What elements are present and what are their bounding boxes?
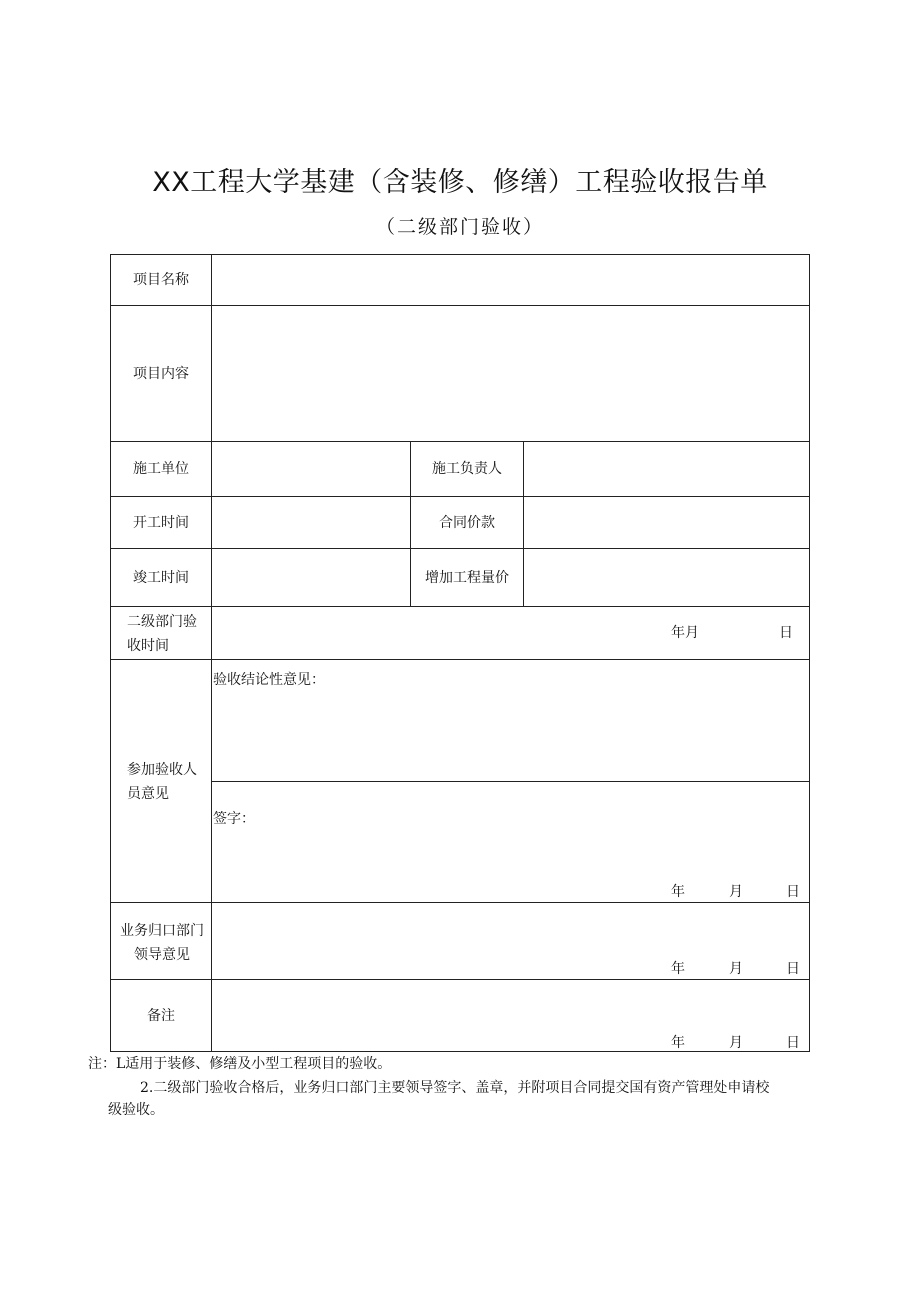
row-divider [111,902,809,903]
conclusion-label: 验收结论性意见： [213,672,325,688]
opinion-divider [211,781,809,782]
acceptance-report-form [110,254,810,1052]
project-name-label: 项目名称 [133,272,189,288]
added-quantity-price-field[interactable] [524,549,809,606]
note-item-1 [88,1053,848,1075]
completion-time-label: 竣工时间 [133,569,189,586]
note-item-1-text: L适用于装修、修缮及小型工程项目的验收。 [116,1056,392,1072]
participants-opinion-label-line1: 参加验收人 [127,762,197,778]
completion-time-field[interactable] [212,549,410,606]
page-subtitle: （二级部门验收） [375,216,544,238]
start-time-label: 开工时间 [133,514,189,531]
participants-opinion-label-line2: 员意见 [127,786,169,802]
project-content-field[interactable] [212,306,809,441]
construction-unit-field[interactable] [212,442,410,496]
business-leader-year: 年 [671,961,685,977]
note-item-2-line2: 级验收。 [108,1102,164,1118]
business-leader-label-line2: 领导意见 [134,947,190,963]
contract-price-label: 合同价款 [439,514,495,531]
dept-acceptance-time-label [127,610,211,658]
notes-section [88,1053,848,1121]
dept-acceptance-date-year-month[interactable]: 年月 [671,625,699,641]
page-title: XX工程大学基建（含装修、修缮）工程验收报告单 [152,167,768,198]
remarks-label: 备注 [147,1008,175,1024]
dept-acceptance-date-day[interactable]: 日 [779,625,793,641]
construction-manager-field[interactable] [524,442,809,496]
business-leader-month: 月 [729,961,743,977]
row-divider [111,606,809,607]
participants-opinion-label [127,758,211,806]
row-divider [111,979,809,980]
project-content-label: 项目内容 [133,365,189,382]
signature-month: 月 [729,884,743,900]
note-item-2-line1: 2.二级部门验收合格后，业务归口部门主要领导签字、盖章，并附项目合同提交国有资产管理处申请校 [140,1080,770,1096]
project-name-field[interactable] [212,256,809,305]
note-prefix: 注： [88,1056,116,1072]
signature-label: 签字： [213,811,255,827]
business-leader-label [115,919,209,967]
construction-manager-label: 施工负责人 [432,461,502,477]
start-time-field[interactable] [212,497,410,548]
added-quantity-price-label: 增加工程量价 [425,569,509,586]
business-leader-day: 日 [786,961,800,977]
remarks-day: 日 [786,1035,800,1051]
signature-year: 年 [671,884,685,900]
contract-price-field[interactable] [524,497,809,548]
remarks-month: 月 [729,1035,743,1051]
signature-day: 日 [786,884,800,900]
remarks-year: 年 [671,1035,685,1051]
dept-acceptance-time-label-line2: 收时间 [127,638,169,654]
construction-unit-label: 施工单位 [133,461,189,477]
row-divider [111,659,809,660]
dept-acceptance-time-label-line1: 二级部门验 [127,614,197,630]
business-leader-label-line1: 业务归口部门 [120,923,204,939]
